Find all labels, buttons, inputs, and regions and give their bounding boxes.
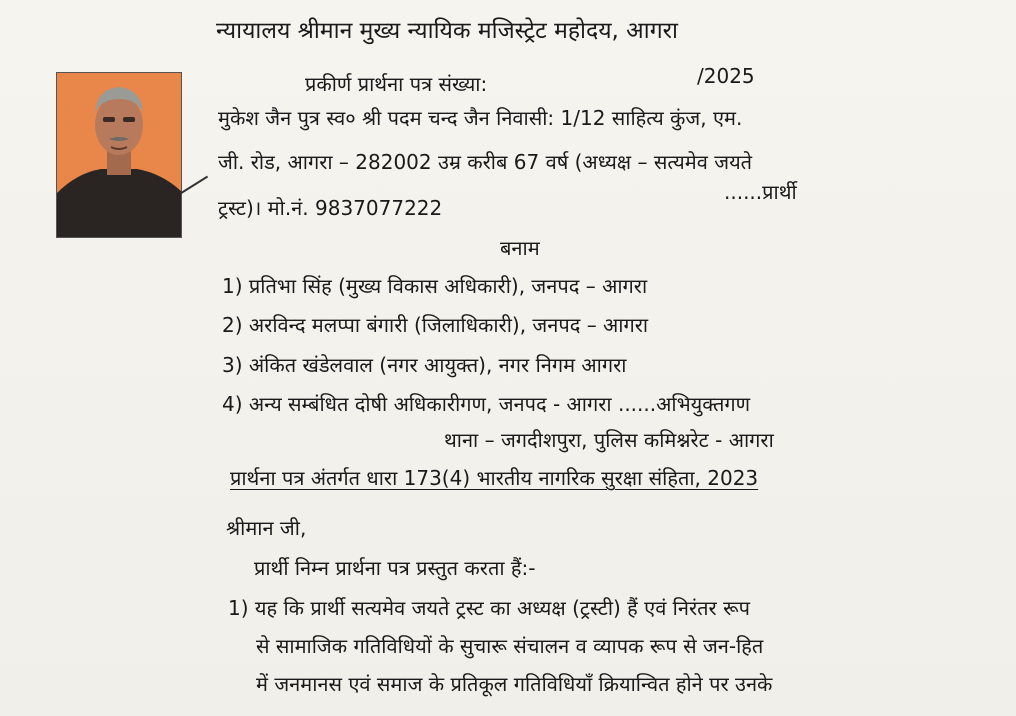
applicant-line-1: मुकेश जैन पुत्र स्व० श्री पदम चन्द जैन निवासी: 1/12 साहित्य कुंज, एम. (218, 106, 743, 130)
respondent-1: 1) प्रतिभा सिंह (मुख्य विकास अधिकारी), जनपद – आगरा (222, 274, 648, 298)
intro-line: प्रार्थी निम्न प्रार्थना पत्र प्रस्तुत करता हैं:- (254, 556, 536, 580)
signature-stroke (180, 176, 208, 195)
applicant-role: ......प्रार्थी (724, 180, 797, 204)
applicant-line-3: ट्रस्ट)। मो.नं. 9837077222 (218, 196, 443, 220)
para1-line-3: में जनमानस एवं समाज के प्रतिकूल गतिविधियाँ क्रियान्वित होने पर उनके (256, 672, 773, 696)
respondent-2: 2) अरविन्द मलप्पा बंगारी (जिलाधिकारी), जनपद – आगरा (222, 313, 649, 337)
court-title: न्यायालय श्रीमान मुख्य न्यायिक मजिस्ट्रेट महोदय, आगरा (216, 18, 679, 44)
applicant-line-2: जी. रोड, आगरा – 282002 उम्र करीब 67 वर्ष (अध्यक्ष – सत्यमेव जयते (218, 150, 753, 174)
para1-line-1: 1) यह कि प्रार्थी सत्यमेव जयते ट्रस्ट का अध्यक्ष (ट्रस्टी) हैं एवं निरंतर रूप (228, 596, 750, 620)
application-year: /2025 (697, 64, 755, 88)
subject-line: प्रार्थना पत्र अंतर्गत धारा 173(4) भारतीय नागरिक सुरक्षा संहिता, 2023 (230, 466, 759, 490)
para1-line-2: से सामाजिक गतिविधियों के सुचारू संचालन व व्यापक रूप से जन-हित (256, 634, 764, 658)
respondent-4: 4) अन्य सम्बंधित दोषी अधिकारीगण, जनपद - आगरा ......अभियुक्तगण (222, 392, 751, 416)
police-station: थाना – जगदीशपुरा, पुलिस कमिश्नरेट - आगरा (444, 428, 774, 452)
salutation: श्रीमान जी, (226, 516, 307, 540)
versus-label: बनाम (500, 236, 540, 260)
application-number-label: प्रकीर्ण प्रार्थना पत्र संख्या: (305, 72, 488, 96)
respondent-3: 3) अंकित खंडेलवाल (नगर आयुक्त), नगर निगम आगरा (222, 353, 627, 377)
applicant-photo-image (57, 73, 181, 237)
applicant-photo (56, 72, 182, 238)
